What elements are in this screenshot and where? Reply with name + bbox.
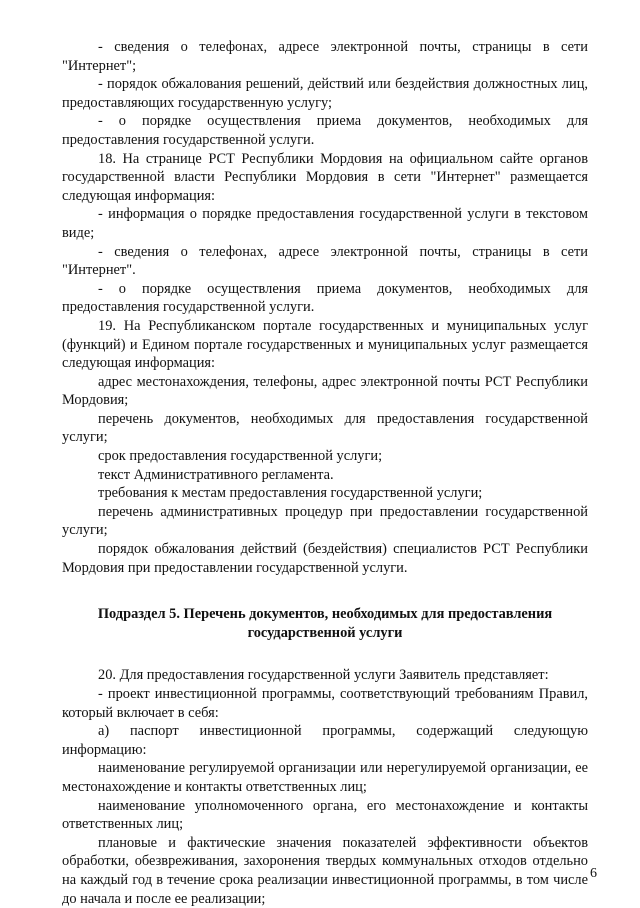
paragraph: перечень документов, необходимых для предоставления государственной услуги; — [62, 410, 588, 446]
paragraph: текст Административного регламента. — [98, 466, 334, 483]
paragraph: 19. На Республиканском портале государственных и муниципальных услуг (функций) и Едином портале государственных и муниципальных услуг размещается следующая информация: — [62, 317, 588, 372]
page-number: 6 — [590, 866, 597, 881]
paragraph: перечень административных процедур при предоставлении государственной услуги; — [62, 503, 588, 539]
paragraph: срок предоставления государственной услуги; — [98, 448, 383, 465]
paragraph: адрес местонахождения, телефоны, адрес электронной почты РСТ Республики Мордовия; — [62, 373, 588, 409]
paragraph: порядок обжалования действий (бездействия) специалистов РСТ Республики Мордовия при предоставлении государственной услуги. — [62, 541, 588, 576]
paragraph: плановые и фактические значения показателей эффективности объектов обработки, обезвреживания, захоронения твердых коммунальных отходов отдельно на каждый год в течение срока реализации инвестиционной программы, в том числе до начала и после ее реализации; — [62, 834, 588, 907]
paragraph: 18. На странице РСТ Республики Мордовия на официальном сайте органов государственной власти Республики Мордовия в сети "Интернет" размещается следующая информация: — [62, 150, 588, 204]
paragraph: - сведения о телефонах, адресе электронной почты, страницы в сети "Интернет". — [62, 243, 588, 279]
paragraph: - о порядке осуществления приема документов, необходимых для предоставления государственной услуги. — [62, 280, 588, 316]
paragraph: - сведения о телефонах, адресе электронной почты, страницы в сети "Интернет"; — [62, 39, 588, 74]
paragraph: наименование регулируемой организации или нерегулируемой организации, ее местонахождение и контакты ответственных лиц; — [62, 760, 588, 795]
paragraph: - проект инвестиционной программы, соответствующий требованиям Правил, который включает в себя: — [62, 686, 588, 721]
paragraph: 20. Для предоставления государственной услуги Заявитель представляет: — [98, 667, 549, 684]
paragraph: - о порядке осуществления приема документов, необходимых для предоставления государственной услуги. — [62, 113, 588, 148]
document-body — [62, 38, 588, 908]
section-heading: Подраздел 5. Перечень документов, необходимых для предоставления государственной услуги — [97, 606, 553, 641]
paragraph: требования к местам предоставления государственной услуги; — [98, 485, 483, 502]
paragraph: а) паспорт инвестиционной программы, содержащий следующую информацию: — [62, 723, 588, 758]
paragraph: наименование уполномоченного органа, его местонахождение и контакты ответственных лиц; — [62, 797, 588, 833]
paragraph: - информация о порядке предоставления государственной услуги в текстовом виде; — [62, 206, 588, 241]
paragraph: - порядок обжалования решений, действий или бездействия должностных лиц, предоставляющих государственную услугу; — [62, 76, 588, 111]
